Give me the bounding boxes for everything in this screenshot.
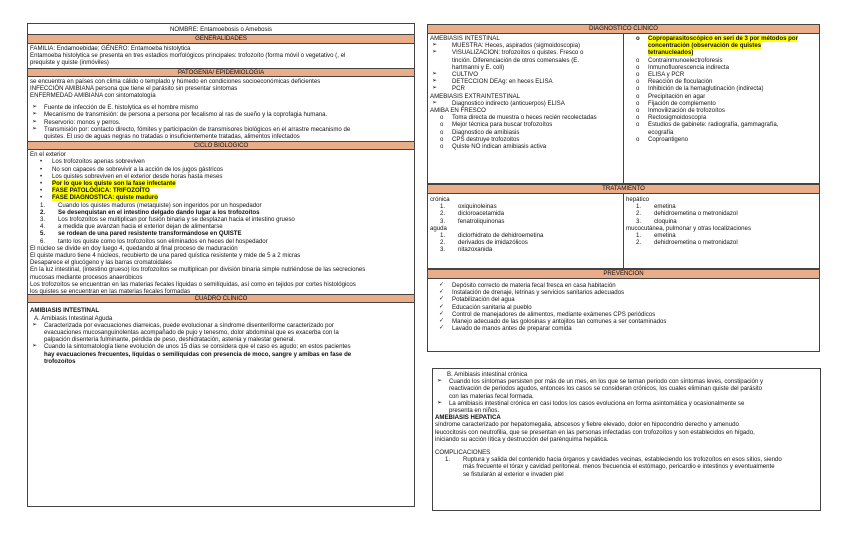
arrow-item: ➢ Transmisión por: contacto directo, fómites y participación de transmisores biológicos en el arrastre mecanismo de (30, 126, 412, 133)
highlight-text: FASE DIAGNOSTICA: quiste maduro (52, 194, 158, 202)
numbered-item: 3. fenatroliquinonas (440, 217, 505, 225)
text-line: ENFERMEDAD AMIBIANA con sintomatología (30, 92, 156, 100)
bullet-item (30, 194, 412, 201)
text-line: El núcleo se divide en doy luego 4, quedando al final proceso de maduración (30, 244, 238, 252)
item-text: tanto los quiste como los trofozoítos son eliminados en heces del hospedador (58, 237, 268, 245)
item-text: derivados de imidazólicos (458, 239, 528, 247)
prevencion-header: PREVENCIÓN (428, 270, 819, 279)
generalidades-block (28, 44, 414, 68)
item-text: diclorhidrato de dehidroemetina (458, 232, 544, 240)
arrow-item: ➢ Cuando los síntomas persisten por más de un mes, en los que se ternan periodo con síntomas leves, constipación y (435, 378, 818, 385)
circle-item: o Coproantigeno (626, 136, 818, 143)
item-text: emetina (654, 203, 676, 211)
item-text: oxiquinoleinas (458, 203, 497, 211)
numbered-item: 3. Los trofozoítos se multiplican por fusión binaria y se desplazan hacia el intestino grueso (40, 216, 295, 224)
highlight-text: Por lo que los quiste son la fase infectante (52, 180, 176, 188)
text-line: palpación disentería fulminante, pérdida de peso, deshidratación, astenia y malestar general. (44, 336, 296, 344)
arrow-item: ➢ DETECCION DEAg: en heces ELISA (430, 78, 621, 85)
arrow-item: ➢ Caracterizada por evacuaciones diarreicas, puede evolucionar a síndrome disenteriforme caracterizado por (30, 322, 412, 329)
highlight-text: concentración (observación de quistes (648, 42, 762, 50)
bullet-item: • Los quistes sobreviven en el exterior desde horas hasta meses (30, 173, 412, 180)
item-text: QUISTE (218, 230, 242, 238)
text-line: mucocutánea, pulmonar y otras localizaciones (626, 224, 751, 232)
cuadro-continuation-panel (432, 368, 821, 511)
text-line (626, 42, 818, 49)
left-panel (27, 23, 415, 507)
circle-item: o Inhibición de la hemaglutinación (indirecta) (626, 85, 818, 92)
item-text: a medida que avanzan hacia el exterior dejan de alimentarse (58, 223, 223, 231)
generalidades-header: GENERALIDADES (28, 35, 414, 44)
text-line: síndrome caracterizado por hepatomegalia, abscesos y fiebre elevado, dolor en hipocondrio derecho y amenudo (435, 421, 739, 429)
highlight-text: Coproparasitoscópico en seri de 3 por métodos por (648, 35, 799, 42)
diagnostico-panel (427, 24, 820, 184)
ciclo-block (28, 150, 414, 296)
numbered-item: 1. oxiquinoleinas (440, 203, 497, 211)
item-text: se rodean de una pared resistente transformándose en (58, 230, 219, 238)
circle-item: o Fijación de complemento (626, 100, 818, 107)
numbered-item: 3. nitazoxanida (440, 246, 493, 254)
numbered-item: 6. tanto los quiste como los trofozoítos son eliminados en heces del hospedador (40, 237, 268, 245)
prevencion-block (428, 279, 819, 333)
circle-item: o ELISA y PCR (626, 71, 818, 78)
circle-item: o Reacción de floculación (626, 78, 818, 85)
item-text: fenatroliquinonas (458, 217, 505, 225)
arrow-item: ➢ CULTIVO (430, 71, 621, 78)
circle-item: o CPS destruye trofozoitos (430, 136, 621, 143)
text-line: hartmanni y E. coli) (452, 63, 505, 71)
tratamiento-panel (427, 184, 820, 269)
check-item: ✓ Depósito correcto de materia fecal fresca en casa habitación (430, 282, 817, 289)
subheading: B. Amibiasis intestinal crónica (447, 371, 528, 378)
text-line: crónica (430, 196, 450, 203)
text-line: los quistes se encuentran en las materias fecales formadas (30, 288, 191, 296)
highlight-text: FASE PATOLÓGICA: TRIFOZOÍTO (52, 187, 150, 195)
arrow-item: ➢ VISUALIZACION: trofozoítos o quistes. Fresco o (430, 49, 621, 56)
item-text: emetina (654, 232, 676, 240)
arrow-item: ➢ Fuente de infección de E. histolytica es el hombre mismo (30, 104, 412, 111)
circle-item: o Quiste NO indican amibiasis activa (430, 143, 621, 150)
text-line: reactivación de periodos agudos, entonces los casos se consideran crónicos, los cuales eliminan quiste del parásito (449, 385, 762, 393)
text-line: con las materias fecal formada. (449, 392, 534, 400)
prevencion-panel (427, 269, 820, 352)
check-item: ✓ Educación sanitaria al pueblo (430, 304, 817, 311)
bullet-item: • No son capaces de sobrevivir a la acción de los jugos gástricos (30, 166, 412, 173)
arrow-item: ➢ Reservorio: monos y perros. (30, 119, 412, 126)
circle-item: o Inmovilización de trofozoítos (626, 107, 818, 114)
check-item: ✓ Potabilización del agua (430, 296, 817, 303)
text-line: se fistularán al exterior e invaden piel (463, 470, 564, 478)
text-line: El quiste maduro tiene 4 núcleos, recubierto de una pared quística resistente y mide de 5 a 2 micras (30, 252, 301, 260)
numbered-item: 2. dehidroemetina o metronidazol (636, 239, 738, 247)
arrow-item: ➢ La amibiasis intestinal crónica en casi todos los casos evoluciona en forma asintomática y ocasionalmente se (435, 400, 818, 407)
numbered-item: 5. se rodean de una pared resistente transformándose en QUISTE (40, 230, 242, 238)
text-line: quistes. El uso de aguas negras no tratadas o insuficientemente tratadas, alimentos infectados (44, 133, 300, 141)
patogenia-block (28, 77, 414, 142)
tratamiento-header: TRATAMIENTO (428, 185, 819, 194)
circle-item: o Diagnostico de amibiasis (430, 129, 621, 136)
text-line (626, 49, 818, 56)
item-text: dehidroemetina o metronidazol (654, 239, 738, 247)
circle-item: o Precipitación en agar (626, 93, 818, 100)
numbered-item: 1. Ruptura y salida del contenido hacia órganos y cavidades vecinas, estableciendo los trofozoítos en esos sitios, siendo (445, 456, 782, 464)
text-line: AMIBA EN FRESCO (430, 107, 486, 115)
text-line: evacuaciones mucosanguinolentas acompañado de pujo y tenesmo, dolor abdominal que es exacerba con la (44, 328, 339, 336)
text-line: FAMILIA: Endamoebidae; GÉNERO: Entamoeba histolytica (30, 45, 191, 52)
item-text: nitazoxanida (458, 246, 493, 254)
arrow-item: ➢ MUESTRA: Heces, aspirados (sigmoidoscopia) (430, 42, 621, 49)
item-text: Cuando los quistes maduros (metaquiste) son ingeridos por un hospedador (58, 201, 262, 209)
circle-item: o Mejor técnica para buscar trofozoítos (430, 121, 621, 128)
circle-item: o Estudios de gabinete: radiografía, gammagrafía, (626, 121, 818, 128)
text-line: Entamoeba histolytica se presenta en tres estadios morfológicos principales: trofozoíto (forma móvil o vegetativo (, el (30, 52, 346, 60)
text-line: mucosas mediante procesos anaeróbicos (30, 273, 143, 281)
numbered-item: 2. dehidroemetina o metronidazol (636, 210, 738, 218)
circle-item (626, 35, 818, 42)
text-line: prequiste y quiste (inmóviles) (30, 59, 109, 67)
check-item: ✓ Lavado de manos antes de preparar comida (430, 325, 817, 332)
numbered-item: 1. emetina (636, 203, 676, 211)
subheading: A. Amibiasis Intestinal Aguda (34, 314, 113, 322)
arrow-item: ➢ Cuando la sintomatología tiene evolución de unos 15 días se considera que el caso es agudo; en estos pacientes (30, 343, 412, 350)
circle-item: o Inmunofluorescencia indirecta (626, 64, 818, 71)
check-item: ✓ Manejo adecuado de las golosinas y antojitos tan comunes a ser contaminados (430, 318, 817, 325)
text-line: presenta en niños. (449, 407, 500, 415)
item-text: cloquina (654, 217, 677, 225)
cuadro-continuation-block (433, 369, 820, 479)
text-line: tinción. Diferenciación de otros comensales (E. (452, 56, 580, 64)
disease-name: NOMBRE: Entamoebosis o Amebosis (28, 24, 414, 35)
text-line: trofozoítos (44, 357, 76, 365)
arrow-item: ➢ PCR (430, 85, 621, 92)
subheading: AMEBIASIS HEPATICA (435, 414, 501, 422)
numbered-item: 4. a medida que avanzan hacia el exterior dejan de alimentarse (40, 223, 223, 231)
patogenia-header: PATOGENIA/ EPIDEMIOLOGIA (28, 68, 414, 77)
numbered-item: 2. derivados de imidazólicos (440, 239, 528, 247)
text-line: aguda (430, 224, 447, 232)
trat-right-col (624, 196, 820, 246)
text-line: AMEBIASIS EXTRAINTESTINAL (430, 92, 521, 100)
numbered-item: 1. Cuando los quistes maduros (metaquiste) son ingeridos por un hospedador (40, 201, 262, 209)
text-line: hepático (626, 196, 650, 203)
circle-item: o Toma directa de muestra o heces recién recolectadas (430, 114, 621, 121)
numbered-item: 1. emetina (636, 232, 676, 240)
arrow-item: ➢ Mecanismo de transmisión: de persona a persona por fecalismo al ras de sueño y la coprofagia humana. (30, 111, 412, 118)
text-line: Desaparece el glucógeno y las barras cromatoidales (30, 259, 172, 267)
check-item: ✓ Instalación de drenaje, letrinas y servicios sanitarios adecuados (430, 289, 817, 296)
ciclo-header: CICLO BIOLOGICO (28, 141, 414, 150)
text-line: En la luz intestinal, (intestino grueso) los trofozoítos se multiplican por división binaria simple nutriéndose de las secreciones (30, 266, 366, 274)
text-line: leucocitosis con neutrofilia, que se presentan en las personas infectadas con trofozoítos y son establecidos en hígado, (435, 428, 755, 436)
item-text: dehidroemetina o metronidazol (654, 210, 738, 218)
arrow-item: ➢ Diagnostico indirecto (anticuerpos) ELISA (430, 100, 621, 107)
circle-item: o Rectosigmoidoscopía (626, 114, 818, 121)
bullet-item: • Los trofozoítos apenas sobreviven (30, 158, 412, 165)
subheading: COMPLICACIONES (435, 449, 491, 457)
trat-left-col (428, 196, 623, 254)
text-line: hay evacuaciones frecuentes, líquidas o semilíquidas con presencia de moco, sangre y amibas en fase de (44, 350, 352, 358)
highlight-text: tetranucleados) (648, 49, 694, 57)
item-text: dicloroacetamida (458, 210, 505, 218)
subheading: AMIBIASIS INTESTINAL (30, 307, 100, 315)
cuadro-block (28, 303, 414, 366)
circle-item: o Contrainmunoelectroforesis (626, 57, 818, 64)
numbered-item: 1. diclorhidrato de dehidroemetina (440, 232, 544, 240)
text-line: AMEBIASIS INTESTINAL (430, 35, 500, 42)
numbered-item: 3. cloquina (636, 217, 677, 225)
diag-left-col (428, 35, 623, 150)
diagnostico-header: DIAGNÓSTICO CLÍNICO (428, 25, 819, 34)
text-line: INFECCIÓN AMIBIANA persona que tiene el parásito sin presentar síntomas (30, 84, 238, 92)
text-line: iniciando su acción lítica y destrucción del parénquima hepática. (435, 435, 609, 443)
cuadro-header: CUADRO CLÍNICO (28, 294, 414, 303)
text-line: ecografía (648, 128, 674, 136)
bullet-item (30, 187, 412, 194)
item-text: Ruptura y salida del contenido hacia órganos y cavidades vecinas, estableciendo los trofozoítos en esos sitios, siendo (463, 456, 782, 464)
text-line: Los trofozoítos se encuentran en las materias fecales líquidas o semilíquidas, así como en tejidos por cortes histológicos (30, 280, 356, 288)
diag-right-col (624, 35, 820, 143)
item-text: Los trofozoítos se multiplican por fusión binaria y se desplazan hacia el intestino grueso (58, 216, 295, 224)
text-line: más frecuente el tórax y cavidad peritoneal. menos frecuencia el estómago, pericardio e intestinos y eventualmente (463, 463, 775, 471)
item-text: Se desenquistan en el intestino delgado dando lugar a los trofozoítos (58, 208, 260, 216)
numbered-item: 2. dicloroacetamida (440, 210, 505, 218)
check-item: ✓ Control de manejadores de alimentos, mediante exámenes CPS periódicos (430, 311, 817, 318)
numbered-item: 2. Se desenquistan en el intestino delgado dando lugar a los trofozoítos (40, 208, 260, 216)
text-line: En el exterior (30, 151, 66, 159)
text-line: se encuentra en países con clima cálido o templado y húmedo en condiciones socioeconómicas deficientes (30, 77, 321, 85)
